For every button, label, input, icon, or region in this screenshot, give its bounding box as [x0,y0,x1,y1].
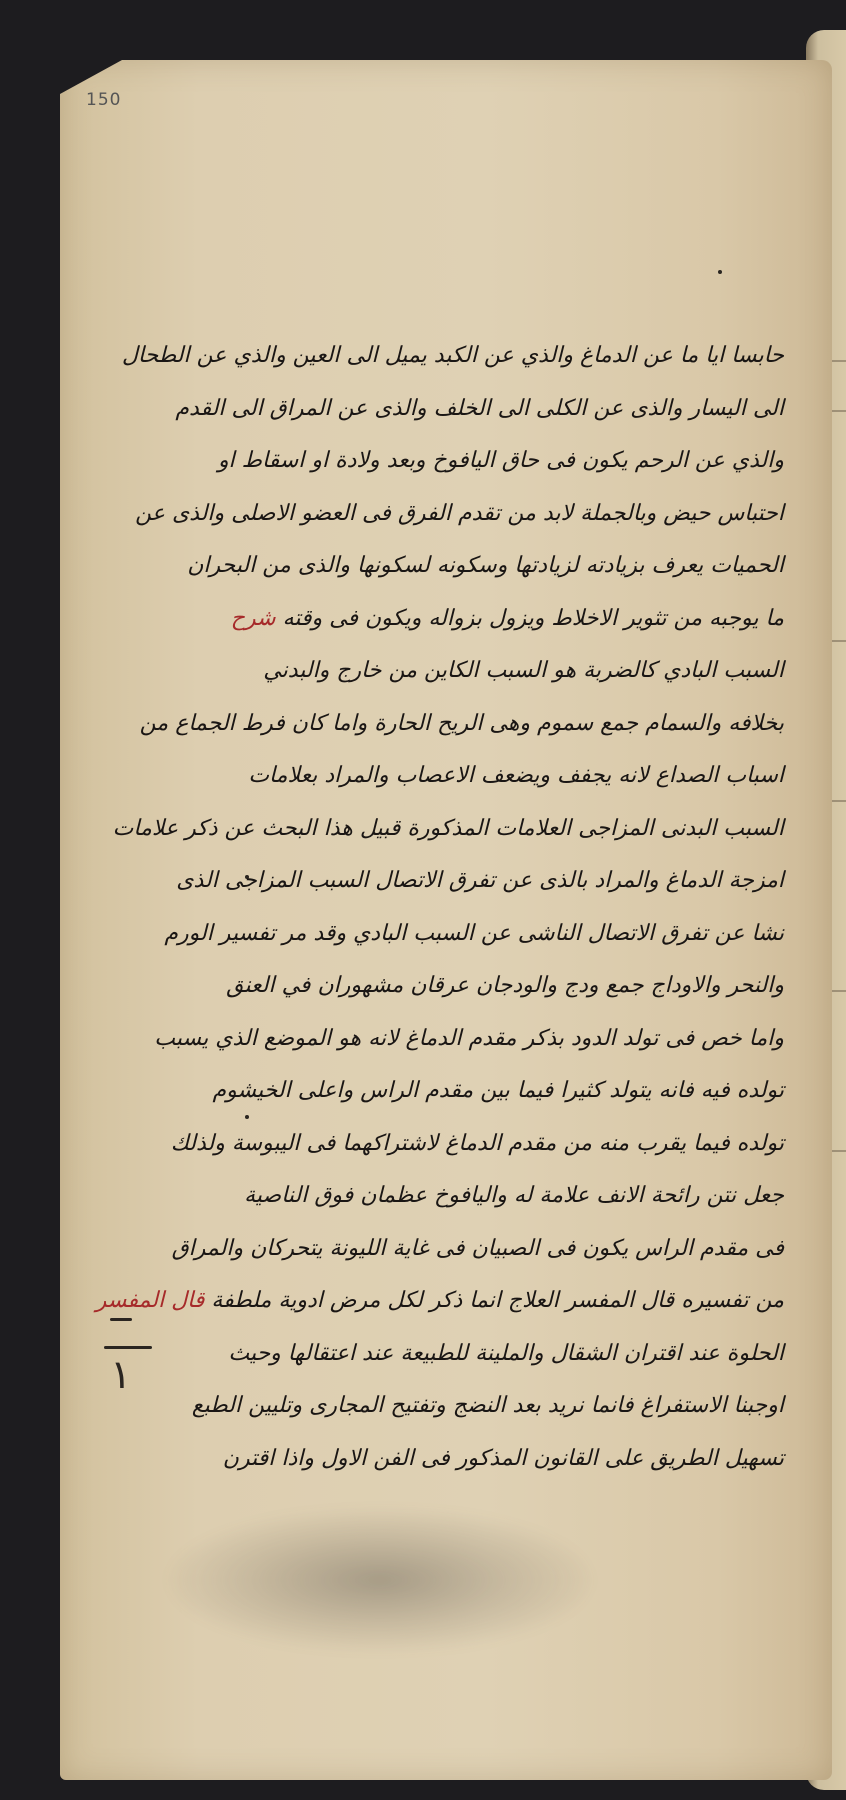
text-line-content: السبب البادي كالضربة هو السبب الكاين من خارج والبدني [263,658,784,683]
text-line [139,698,784,750]
text-line-content: احتباس حيض وبالجملة لابد من تقدم الفرق فى العضو الاصلى والذى عن [135,501,784,526]
text-line [175,383,784,435]
text-line-content: جعل نتن رائحة الانف علامة له واليافوخ عظمان فوق الناصية [244,1183,784,1208]
text-line-content: واما خص فى تولد الدود بذكر مقدم الدماغ لانه هو الموضع الذي يسبب [154,1026,784,1051]
text-line-content: والنحر والاوداج جمع ودج والودجان عرقان مشهوران في العنق [226,973,784,998]
text-line-content: تسهيل الطريق على القانون المذكور فى الفن الاول واذا اقترن [222,1446,784,1471]
text-line [171,1223,784,1275]
text-line-content: امزجة الدماغ والمراد بالذى عن تفرق الاتصال السبب المزاجى الذى [176,868,784,893]
text-line [154,1013,784,1065]
text-line [263,645,784,697]
text-line [228,1328,784,1380]
margin-numeral: ١ [110,1352,132,1398]
text-line-content: ما يوجبه من تثوير الاخلاط ويزول بزواله ويكون فى وقته [282,606,784,631]
text-line [244,1170,784,1222]
ink-dot [718,270,722,274]
text-line [95,1275,784,1327]
text-line-content: اوجبنا الاستفراغ فانما نريد بعد النضج وتفتيح المجارى وتليين الطبع [191,1393,784,1418]
text-line-content: فى مقدم الراس يكون فى الصبيان فى غاية الليونة يتحركان والمراق [171,1236,784,1261]
rubric: شرح [230,606,276,631]
folio-number: 150 [86,90,122,110]
text-line-content: الحلوة عند اقتران الشقال والملينة للطبيعة عند اعتقالها وحيث [228,1341,784,1366]
page-corner [60,60,122,94]
text-line [135,488,784,540]
water-stain [170,1510,590,1650]
text-line-content: حابسا ايا ما عن الدماغ والذي عن الكبد يميل الى العين والذي عن الطحال [121,343,784,368]
text-line-content: الى اليسار والذى عن الكلى الى الخلف والذى عن المراق الى القدم [175,396,784,421]
text-line [187,540,784,592]
text-line-content: بخلافه والسمام جمع سموم وهى الريح الحارة واما كان فرط الجماع من [139,711,784,736]
margin-annotation [100,1318,160,1398]
rubric: قال المفسر [95,1288,205,1313]
text-line [176,855,784,907]
text-line-content: اسباب الصداع لانه يجفف ويضعف الاعصاب والمراد بعلامات [248,763,784,788]
text-line-content: والذي عن الرحم يكون فى حاق اليافوخ وبعد ولادة او اسقاط او [217,448,784,473]
manuscript-text-block [95,330,784,1530]
text-line [170,1118,784,1170]
text-line [164,908,784,960]
text-line [191,1380,784,1432]
text-line-content: من تفسيره قال المفسر العلاج انما ذكر لكل مرض ادوية ملطفة [211,1288,784,1313]
text-line-content: السبب البدنى المزاجى العلامات المذكورة قبيل هذا البحث عن ذكر علامات [112,816,784,841]
text-line [248,750,784,802]
text-line-content: تولده فيه فانه يتولد كثيرا فيما بين مقدم الراس واعلى الخيشوم [212,1078,784,1103]
text-line [112,803,784,855]
text-line [226,960,784,1012]
text-line [217,435,784,487]
text-line [212,1065,784,1117]
text-line [230,593,784,645]
text-line [222,1433,784,1485]
text-line [121,330,784,382]
text-line-content: تولده فيما يقرب منه من مقدم الدماغ لاشتراكهما فى اليبوسة ولذلك [170,1131,784,1156]
margin-dash [104,1346,152,1349]
text-line-content: نشا عن تفرق الاتصال الناشى عن السبب البادي وقد مر تفسير الورم [164,921,784,946]
text-line-content: الحميات يعرف بزيادته لزيادتها وسكونه لسكونها والذى من البحران [187,553,784,578]
margin-dash [110,1318,132,1321]
